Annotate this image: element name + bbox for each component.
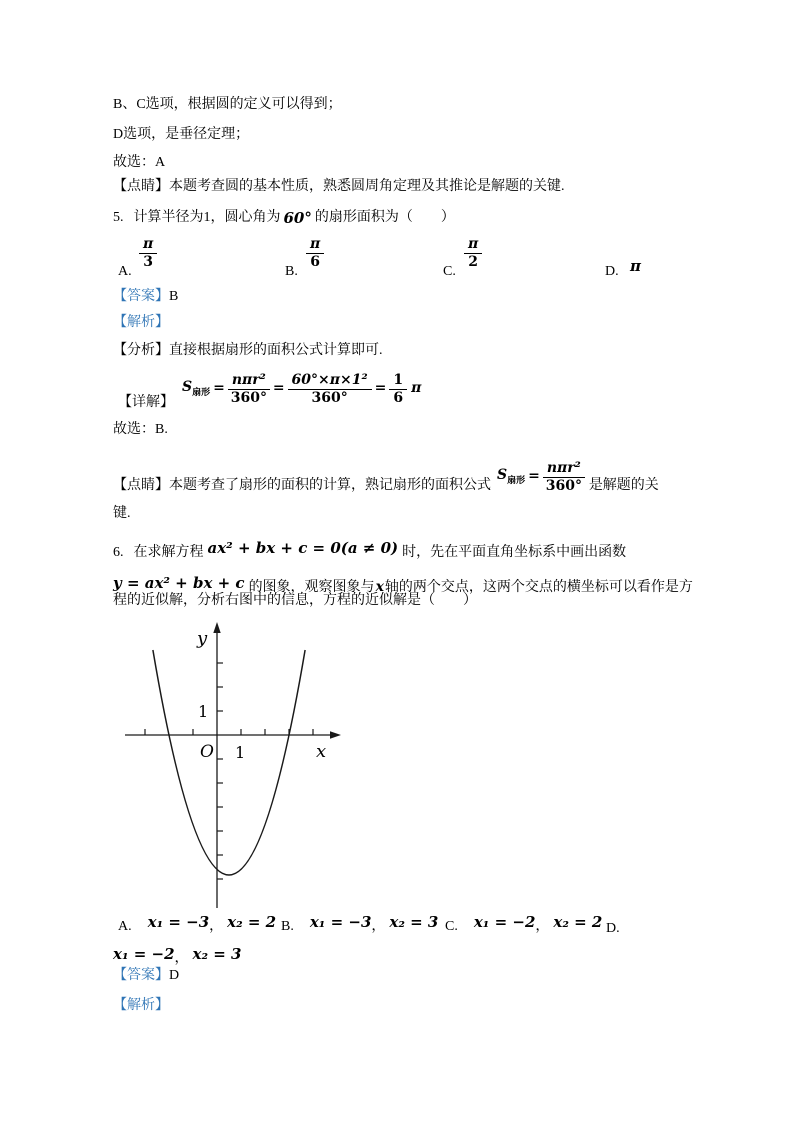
fraction-denominator: 2 — [468, 253, 478, 270]
fraction-numerator: π — [464, 237, 482, 254]
q5-answer-line — [113, 288, 178, 306]
fraction-numerator: nπr² — [228, 373, 270, 390]
equals-sign: = — [374, 380, 387, 397]
q5-xiangjie-line — [118, 366, 421, 412]
y-axis-label: y — [197, 628, 208, 649]
q6-option-c — [445, 911, 602, 933]
q6-option-a — [118, 911, 276, 933]
option-label: A. — [118, 919, 132, 935]
option-label: B. — [281, 919, 294, 935]
q6-stem-line1 — [113, 536, 626, 560]
pi-symbol: π — [411, 380, 422, 397]
option-value: x₂ = 3 — [389, 912, 439, 931]
x-variable: x — [375, 579, 384, 596]
fraction-denominator: 360° — [311, 389, 348, 406]
y-tick-label-1: 1 — [198, 702, 209, 721]
q6-equation: ax² + bx + c = 0(a ≠ 0) — [207, 538, 399, 557]
formula-fraction-3 — [389, 373, 407, 405]
q5-option-b-label: B. — [285, 264, 298, 279]
fraction-numerator: π — [306, 237, 324, 254]
q6-stem1-post: 时，先在平面直角坐标系中画出函数 — [402, 545, 627, 561]
q6-stem2b: 轴的两个交点，这两个交点的横坐标可以看作是方 — [384, 580, 693, 596]
fraction-numerator: 1 — [389, 373, 407, 390]
sector-subscript: 扇形 — [192, 387, 211, 398]
q6-answer-line — [113, 967, 179, 985]
answer-label: 【答案】 — [113, 289, 169, 304]
fenxi-text: 直接根据扇形的面积公式计算即可. — [169, 343, 383, 358]
fenxi-label: 【分析】 — [113, 343, 169, 358]
option-value: x₁ = −3 — [147, 912, 210, 931]
parabola-graph — [122, 618, 342, 910]
option-value: x₁ = −2 — [113, 944, 175, 963]
q5-analysis-label: 【解析】 — [113, 315, 169, 330]
x-axis-ticks — [145, 729, 313, 735]
y-axis-ticks — [217, 663, 223, 879]
option-value: x₂ = 2 — [227, 912, 277, 931]
fraction-denominator: 360° — [230, 389, 267, 406]
q5-stem — [113, 206, 455, 230]
x-axis-label: x — [316, 741, 327, 762]
y-axis-arrow-icon — [213, 622, 220, 633]
equals-sign: = — [272, 380, 285, 397]
answer-label: 【答案】 — [113, 968, 169, 983]
fraction-denominator: 3 — [143, 253, 153, 270]
q5-option-d-label: D. — [605, 264, 619, 279]
q5-number: 5. — [113, 210, 124, 226]
q6-stem1-pre: 在求解方程 — [133, 545, 204, 561]
option-value: x₂ = 3 — [192, 944, 242, 963]
q5-note-line — [113, 452, 659, 502]
sector-subscript: 扇形 — [507, 475, 526, 486]
note-post-text: 是解题的关 — [588, 478, 659, 494]
q5-fenxi-line — [113, 342, 383, 360]
fraction-denominator: 6 — [393, 389, 404, 406]
comma: ， — [371, 919, 386, 935]
q6-function: y = ax² + bx + c — [113, 573, 245, 592]
fraction-numerator: π — [139, 237, 157, 254]
xiangjie-label: 【详解】 — [118, 394, 174, 410]
note-text: 本题考查圆的基本性质，熟悉圆周角定理及其推论是解题的关键. — [169, 179, 565, 194]
q5-angle-value: 60° — [283, 208, 312, 227]
note-label: 【点睛】 — [113, 478, 169, 494]
solution-line-bc: B、C选项，根据圆的定义可以得到； — [113, 97, 342, 112]
q6-stem-line3: 程的近似解，分析右图中的信息，方程的近似解是（ ） — [113, 593, 477, 608]
q5-note-wrap: 键. — [113, 506, 131, 521]
q6-option-d-label: D. — [606, 921, 620, 936]
q5-option-b-fraction — [306, 237, 324, 269]
note-label: 【点睛】 — [113, 179, 169, 194]
fraction-denominator: 360° — [545, 477, 582, 494]
equals-sign: = — [528, 468, 540, 485]
fraction-denominator: 6 — [310, 253, 320, 270]
option-value: x₂ = 2 — [553, 912, 603, 931]
sector-area-symbol: $S_{扇形}$ — [182, 378, 211, 398]
formula-fraction-2 — [288, 373, 372, 405]
option-value: x₁ = −2 — [473, 912, 536, 931]
fraction-numerator: nπr² — [543, 461, 585, 478]
note-pre-text: 本题考查了扇形的面积的计算，熟记扇形的面积公式 — [169, 478, 491, 494]
origin-label: O — [200, 742, 214, 762]
solution-conclusion: 故选：A — [113, 155, 166, 170]
q5-stem-post: 的扇形面积为（ ） — [314, 210, 455, 226]
option-value: x₁ = −3 — [309, 912, 372, 931]
x-tick-label-1: 1 — [235, 743, 246, 762]
parabola-curve — [153, 650, 305, 875]
q6-option-b — [281, 911, 438, 933]
answer-value: B — [169, 289, 179, 304]
q5-option-c-fraction — [464, 237, 482, 269]
note-formula-fraction — [543, 461, 585, 493]
sector-area-symbol: $S_{扇形}$ — [497, 466, 526, 486]
option-label: C. — [445, 919, 458, 935]
q6-option-d-content — [113, 943, 242, 965]
q6-analysis-label: 【解析】 — [113, 998, 169, 1013]
q5-conclusion: 故选：B. — [113, 422, 168, 437]
comma: ， — [209, 919, 224, 935]
formula-fraction-1 — [228, 373, 270, 405]
q5-stem-pre: 计算半径为1，圆心角为 — [133, 210, 281, 226]
equals-sign: = — [213, 380, 225, 397]
comma: ， — [174, 951, 189, 967]
solution-note — [113, 178, 565, 196]
solution-line-d: D选项，是垂径定理； — [113, 127, 250, 142]
q5-option-a-fraction — [139, 237, 157, 269]
answer-value: D — [169, 968, 180, 983]
q6-number: 6. — [113, 545, 124, 561]
q5-option-c-label: C. — [443, 264, 456, 279]
q5-option-a-label: A. — [118, 264, 132, 279]
q6-stem2a: 的图象，观察图象与 — [248, 580, 375, 596]
comma: ， — [535, 919, 550, 935]
x-axis-arrow-icon — [330, 731, 341, 739]
fraction-numerator: 60°×π×1² — [288, 373, 372, 390]
q5-option-d-value: π — [630, 257, 641, 275]
